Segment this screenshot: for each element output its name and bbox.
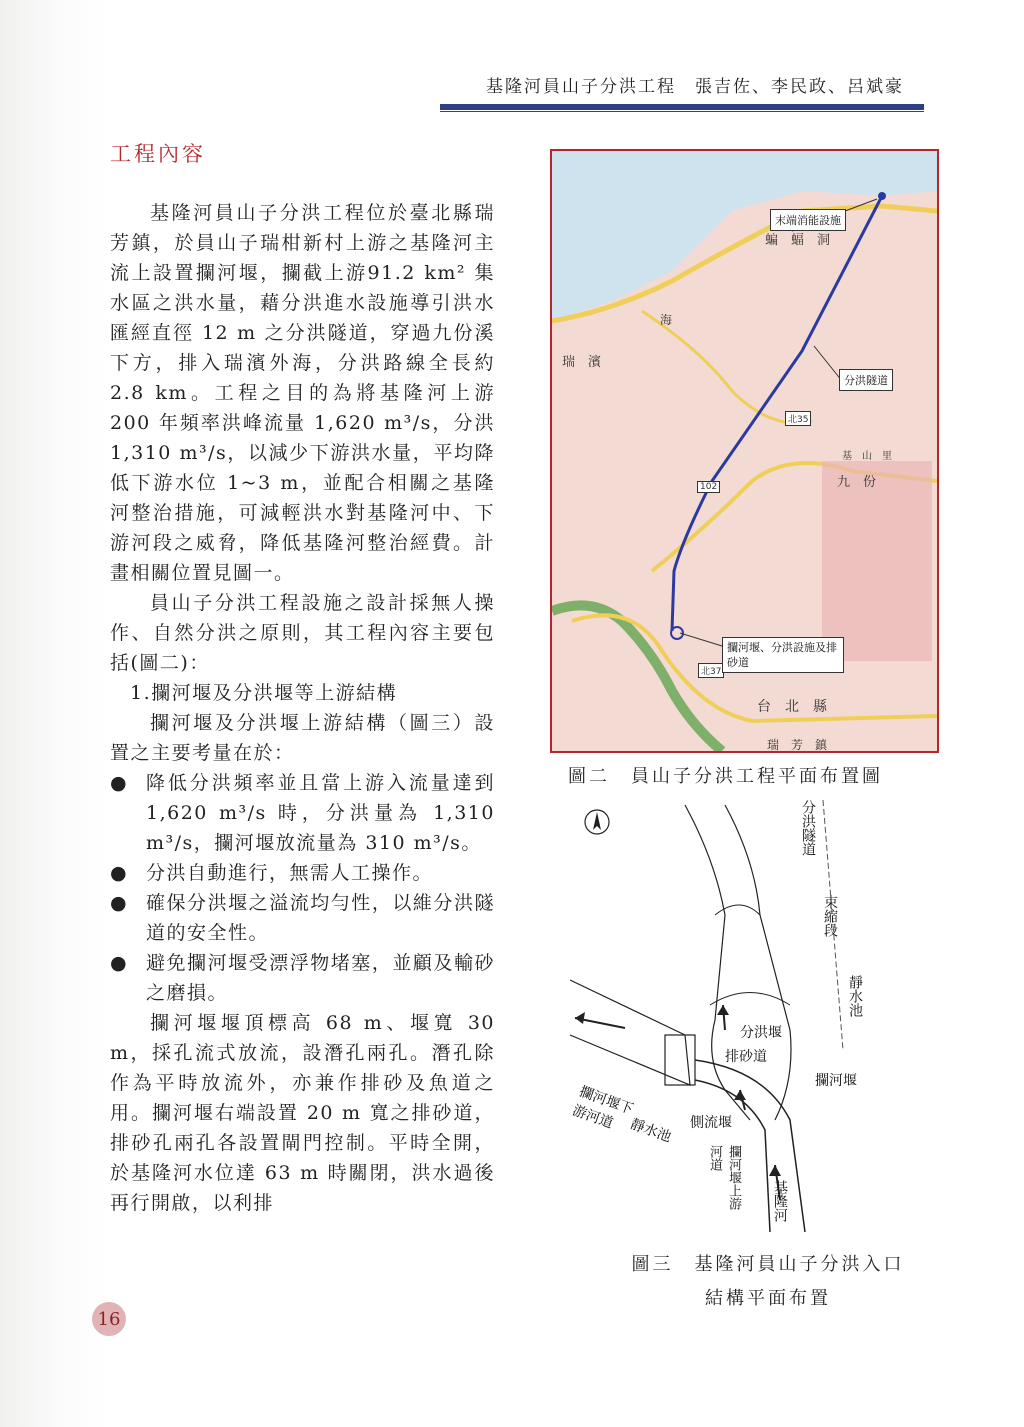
bullet-item xyxy=(110,888,495,948)
bullet-icon: ● xyxy=(110,862,129,884)
paragraph-1: 基隆河員山子分洪工程位於臺北縣瑞芳鎮，於員山子瑞柑新村上游之基隆河主流上設置攔河堰，攔截上游91.2 km² 集水區之洪水量，藉分洪進水設施導引洪水匯經直徑 12 m 之分洪隧道，穿過九份溪下方，排入瑞濱外海，分洪路線全長約 2.8 km。工程之目的為將基隆河上游 200 年頻率洪峰流量 1,620 m³/s，分洪 1,310 m³/s，以減少下游洪水量，平均降低下游水位 1~3 m，並配合相關之基隆河整治措施，可減輕洪水對基隆河中、下游河段之威脅，降低基隆河整治經費。計畫相關位置見圖一。 xyxy=(110,202,495,584)
bullet-icon: ● xyxy=(110,892,129,914)
label-weir: 攔河堰 xyxy=(815,1073,857,1089)
map-label-road-37: 北37 xyxy=(698,663,724,678)
map-label-ruifang: 瑞 芳 鎮 xyxy=(767,738,828,752)
running-header: 基隆河員山子分洪工程 張吉佐、李民政、呂斌豪 xyxy=(486,77,904,97)
label-tunnel: 分洪隧道 xyxy=(800,800,816,856)
body-text-column xyxy=(110,198,495,1218)
bullet-text: 分洪自動進行，無需人工操作。 xyxy=(146,862,434,884)
map-label-bat-cave: 蝙 蝠 洞 xyxy=(765,233,831,248)
paragraph-2: 員山子分洪工程設施之設計採無人操作、自然分洪之原則，其工程內容主要包括(圖二)： xyxy=(110,592,495,674)
callout-tunnel: 分洪隧道 xyxy=(839,369,893,391)
callout-end-facility: 末端消能設施 xyxy=(770,209,846,231)
figure2-caption: 圖二 員山子分洪工程平面布置圖 xyxy=(568,766,883,787)
label-contraction: 束縮段 xyxy=(822,895,838,937)
label-upstream-channel: 攔河堰上游河道 xyxy=(707,1145,741,1210)
map-label-taipei-county: 台 北 縣 xyxy=(757,699,827,715)
label-stilling-basin: 靜水池 xyxy=(847,975,863,1017)
header-rule-thin xyxy=(440,111,924,112)
callout-weir: 攔河堰、分洪設施及排砂道 xyxy=(722,637,844,673)
bullet-text: 避免攔河堰受漂浮物堵塞，並顧及輸砂之磨損。 xyxy=(146,952,495,1004)
page-number-badge: 16 xyxy=(92,1302,126,1336)
paragraph-4: 攔河堰堰頂標高 68 m、堰寬 30 m，採孔流式放流，設潛孔兩孔。潛孔除作為平時放流外，亦兼作排砂及魚道之用。攔河堰右端設置 20 m 寬之排砂道，排砂孔兩孔各設置閘門控制。平時全開，於基隆河水位達 63 m 時關閉，洪水過後再行開啟，以利排 xyxy=(110,1012,495,1214)
section-title: 工程內容 xyxy=(110,142,206,166)
header-rule xyxy=(440,104,924,110)
map-label-sea: 海 xyxy=(660,313,673,327)
label-downstream-channel: 攔河堰下游河道 xyxy=(570,1083,636,1132)
figure3-caption-line1: 圖三 基隆河員山子分洪入口 xyxy=(631,1254,905,1275)
figure3-plan xyxy=(565,800,895,1232)
bullet-icon: ● xyxy=(110,772,129,794)
paragraph-3: 攔河堰及分洪堰上游結構（圖三）設置之主要考量在於： xyxy=(110,712,495,764)
map-label-ruibin: 瑞 濱 xyxy=(562,355,602,370)
map-label-jiufen: 九 份 xyxy=(837,475,877,490)
bullet-text: 降低分洪頻率並且當上游入流量達到 1,620 m³/s 時，分洪量為 1,310 m³/s，攔河堰放流量為 310 m³/s。 xyxy=(146,772,495,854)
bullet-item xyxy=(110,948,495,1008)
bullet-text: 確保分洪堰之溢流均勻性，以維分洪隧道的安全性。 xyxy=(146,892,495,944)
bullet-icon: ● xyxy=(110,952,129,974)
page-edge-shadow xyxy=(0,0,110,1427)
figure3-caption-line2: 結構平面布置 xyxy=(705,1288,831,1309)
bullet-item xyxy=(110,768,495,858)
label-keelung-river: 基隆河 xyxy=(772,1180,788,1222)
label-spillway: 分洪堰 xyxy=(740,1025,782,1041)
map-label-keelung-mountain: 基 山 里 xyxy=(842,451,892,462)
map-label-road-102: 102 xyxy=(697,481,720,493)
label-side-weir: 側流堰 xyxy=(690,1115,732,1131)
map-label-road-35: 北35 xyxy=(785,411,811,426)
bullet-item xyxy=(110,858,495,888)
figure2-map xyxy=(550,149,939,753)
list-item-1: 1.攔河堰及分洪堰等上游結構 xyxy=(130,682,398,704)
figure3-caption xyxy=(618,1248,918,1316)
label-sluice: 排砂道 xyxy=(725,1049,767,1065)
label-stilling-basin-2: 靜水池 xyxy=(628,1116,674,1146)
